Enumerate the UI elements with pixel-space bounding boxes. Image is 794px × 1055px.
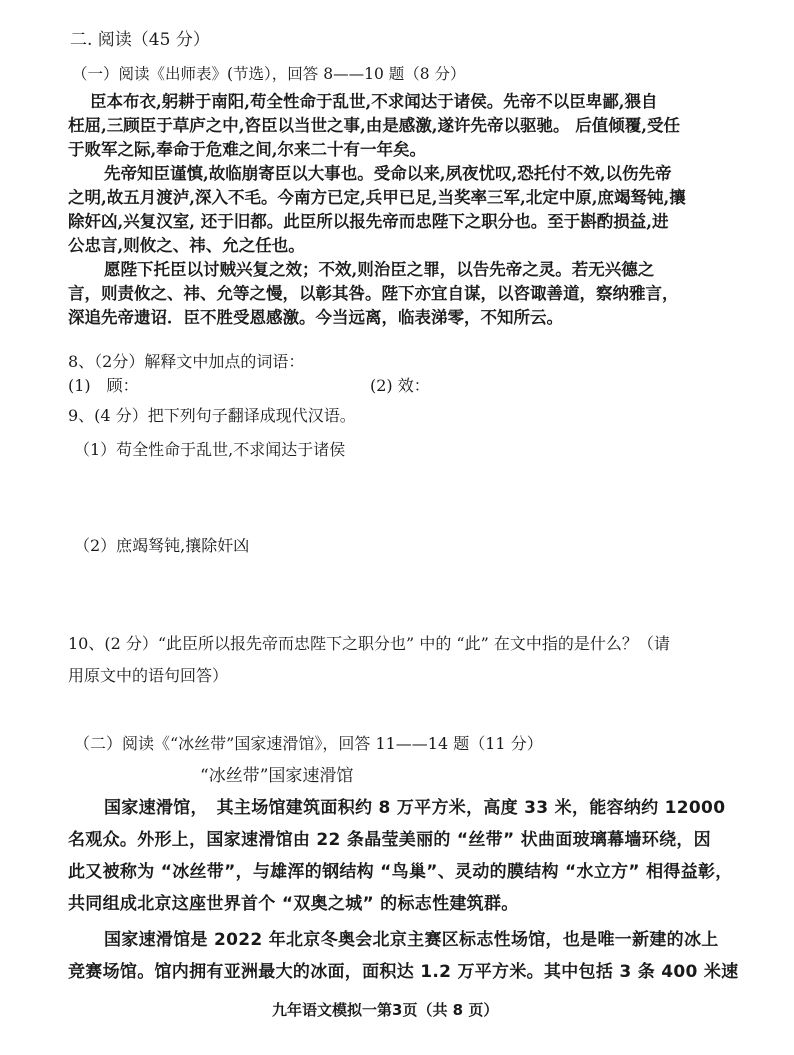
question-8-sub2: (2) 效： [370,376,430,395]
passage1-line: 之明,故五月渡泸,深入不毛。今南方已定,兵甲已足,当奖率三军,北定中原,庶竭驽钝,攘 [68,188,686,207]
passage1-line: 臣本布衣,躬耕于南阳,苟全性命于乱世,不求闻达于诸侯。先帝不以臣卑鄙,猥自 [90,92,658,111]
question-9-stem: 9、(4 分）把下列句子翻译成现代汉语。 [68,406,356,425]
question-8-sub1: (1) 顾： [68,376,139,395]
question-10-line1: 10、(2 分）“此臣所以报先帝而忠陛下之职分也” 中的 “此” 在文中指的是什么？（请 [68,634,670,653]
question-10-line2: 用原文中的语句回答） [68,666,229,685]
page-footer: 九年语文模拟一第3页（共 8 页） [272,1001,499,1019]
passage2-line: 国家速滑馆是 2022 年北京冬奥会北京主赛区标志性场馆，也是唯一新建的冰上 [104,930,719,950]
part1-intro: （一）阅读《出师表》(节选），回答 8——10 题（8 分） [72,65,466,83]
passage1-line: 于败军之际,奉命于危难之间,尔来二十有一年矣。 [68,140,426,159]
passage2-line: 国家速滑馆， 其主场馆建筑面积约 8 万平方米，高度 33 米，能容纳约 12000 [104,798,726,818]
passage1-line: 深追先帝遗诏．臣不胜受恩感激。今当远离，临表涕零，不知所云。 [68,308,563,327]
passage1-line: 愿陛下托臣以讨贼兴复之效；不效,则治臣之罪，以告先帝之灵。若无兴德之 [104,260,655,279]
question-9-sub2: （2）庶竭驽钝,攘除奸凶 [74,536,250,555]
passage1-line: 先帝知臣谨慎,故临崩寄臣以大事也。受命以来,夙夜忧叹,恐托付不效,以伤先帝 [104,164,672,183]
passage2-title: “冰丝带”国家速滑馆 [200,766,354,786]
part2-intro: （二）阅读《“冰丝带”国家速滑馆》，回答 11——14 题（11 分） [74,734,543,753]
passage2-line: 共同组成北京这座世界首个 “双奥之城” 的标志性建筑群。 [68,894,519,914]
passage2-line: 此又被称为 “冰丝带”，与雄浑的钢结构 “鸟巢”、灵动的膜结构 “水立方” 相得益彰， [68,862,733,882]
passage1-line: 公忠言,则攸之、祎、允之任也。 [68,236,305,255]
question-9-sub1: （1）苟全性命于乱世,不求闻达于诸侯 [74,440,346,459]
passage2-line: 名观众。外形上，国家速滑馆由 22 条晶莹美丽的 “丝带” 状曲面玻璃幕墙环绕，因 [68,830,711,850]
passage1-line: 言，则责攸之、祎、允等之慢，以彰其咎。陛下亦宜自谋，以咨诹善道，察纳雅言， [68,284,679,303]
question-8-stem: 8、（2分）解释文中加点的词语： [68,352,305,371]
section-heading: 二. 阅读（45 分） [70,30,210,50]
passage1-line: 枉屈,三顾臣于草庐之中,咨臣以当世之事,由是感激,遂许先帝以驱驰。 后值倾覆,受任 [68,116,680,135]
passage1-line: 除奸凶,兴复汉室, 还于旧都。此臣所以报先帝而忠陛下之职分也。至于斟酌损益,进 [68,212,669,231]
passage2-line: 竞赛场馆。馆内拥有亚洲最大的冰面，面积达 1.2 万平方米。其中包括 3 条 400 米速 [68,962,739,982]
